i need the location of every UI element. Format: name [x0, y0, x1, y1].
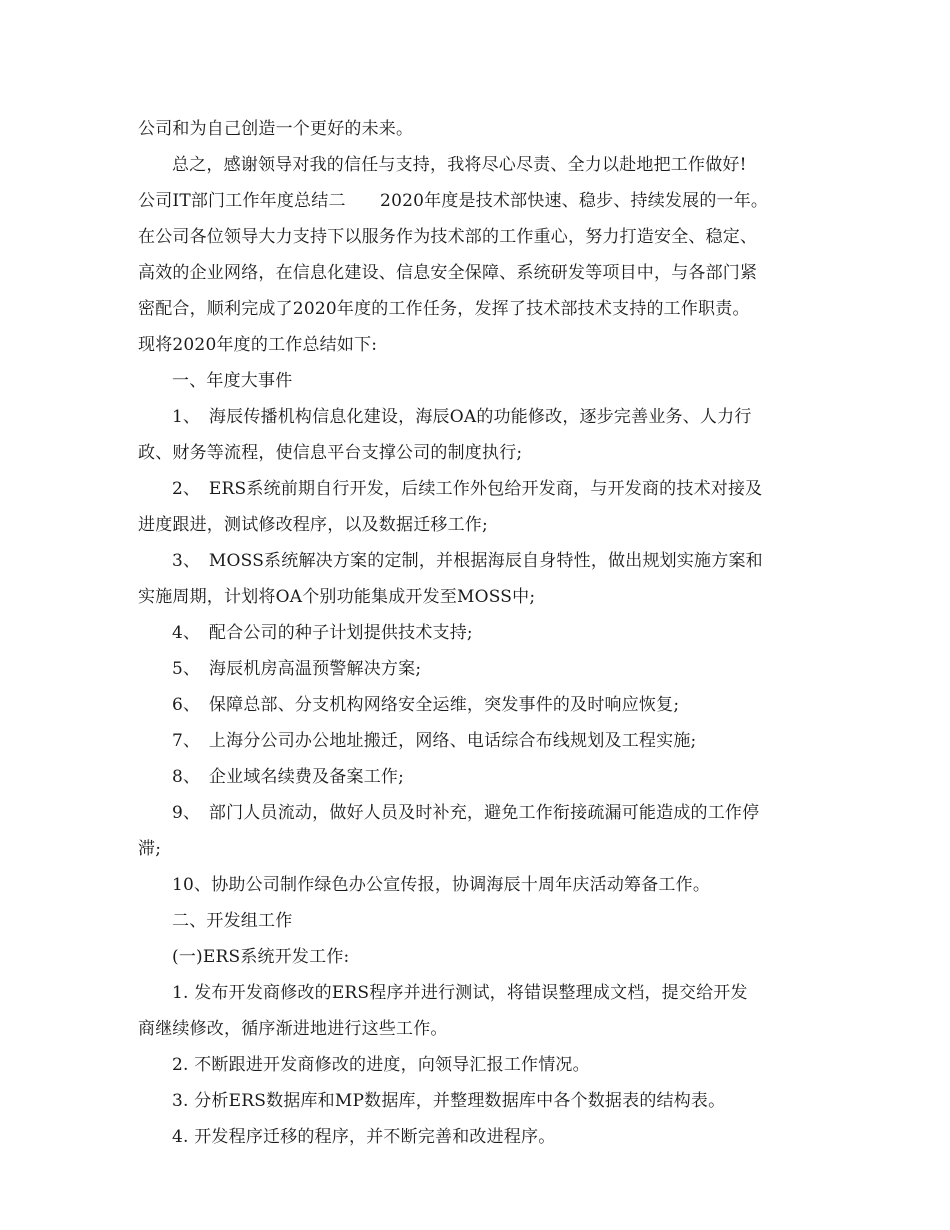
section-heading: 二、开发组工作: [172, 911, 293, 931]
list-item-continuation: 实施周期，计划将OA个别功能集成开发至MOSS中;: [138, 587, 536, 607]
list-item: 1. 发布开发商修改的ERS程序并进行测试，将错误整理成文档，提交给开发: [172, 983, 748, 1003]
list-item: 4. 开发程序迁移的程序，并不断完善和改进程序。: [172, 1127, 556, 1147]
list-item: 2、 ERS系统前期自行开发，后续工作外包给开发商，与开发商的技术对接及: [172, 479, 763, 499]
list-item: 3、 MOSS系统解决方案的定制，并根据海辰自身特性，做出规划实施方案和: [172, 551, 763, 571]
text-line: 在公司各位领导大力支持下以服务作为技术部的工作重心，努力打造安全、稳定、: [138, 227, 758, 247]
subsection-heading: (一)ERS系统开发工作:: [172, 947, 350, 967]
list-item: 8、 企业域名续费及备案工作;: [172, 767, 405, 787]
text-line: 公司和为自己创造一个更好的未来。: [138, 119, 414, 139]
list-item: 2. 不断跟进开发商修改的进度，向领导汇报工作情况。: [172, 1055, 590, 1075]
list-item: 1、 海辰传播机构信息化建设，海辰OA的功能修改，逐步完善业务、人力行: [172, 407, 752, 427]
section-heading: 一、年度大事件: [172, 371, 293, 391]
text-line: 总之，感谢领导对我的信任与支持，我将尽心尽责、全力以赴地把工作做好!: [172, 155, 747, 175]
list-item-continuation: 政、财务等流程，使信息平台支撑公司的制度执行;: [138, 443, 523, 463]
list-item-continuation: 商继续修改，循序渐进地进行这些工作。: [138, 1019, 448, 1039]
list-item: 6、 保障总部、分支机构网络安全运维，突发事件的及时响应恢复;: [172, 695, 680, 715]
list-item: 5、 海辰机房高温预警解决方案;: [172, 659, 422, 679]
list-item-continuation: 进度跟进，测试修改程序，以及数据迁移工作;: [138, 515, 488, 535]
text-line: 高效的企业网络，在信息化建设、信息安全保障、系统研发等项目中，与各部门紧: [138, 263, 758, 283]
list-item-continuation: 滞;: [138, 839, 162, 859]
list-item: 3. 分析ERS数据库和MP数据库，并整理数据库中各个数据表的结构表。: [172, 1091, 726, 1111]
list-item: 4、 配合公司的种子计划提供技术支持;: [172, 623, 473, 643]
list-item: 9、 部门人员流动，做好人员及时补充，避免工作衔接疏漏可能造成的工作停: [172, 803, 760, 823]
text-line: 密配合，顺利完成了2020年度的工作任务，发挥了技术部技术支持的工作职责。: [138, 299, 750, 319]
list-item: 10、协助公司制作绿色办公宣传报，协调海辰十周年庆活动筹备工作。: [172, 875, 711, 895]
text-line: 现将2020年度的工作总结如下:: [138, 335, 378, 355]
list-item: 7、 上海分公司办公地址搬迁，网络、电话综合布线规划及工程实施;: [172, 731, 697, 751]
section-title-line: 公司IT部门工作年度总结二 2020年度是技术部快速、稳步、持续发展的一年。: [138, 191, 769, 211]
